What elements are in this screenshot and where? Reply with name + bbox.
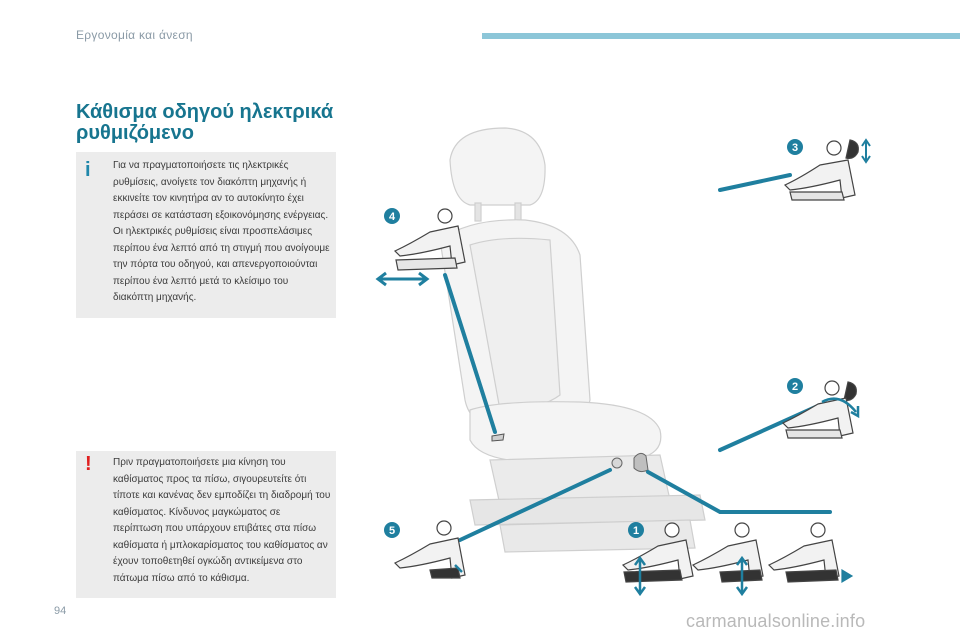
pictogram-seat-height-1b (693, 523, 763, 594)
callout-number-4: 4 (388, 211, 396, 223)
page-number: 94 (54, 605, 67, 617)
seat-illustration (360, 110, 960, 600)
callout-number-1: 1 (632, 525, 640, 537)
info-box (76, 152, 336, 318)
callout-number-5: 5 (388, 525, 396, 537)
callout-number-2: 2 (791, 381, 799, 393)
callout-number-3: 3 (791, 142, 799, 154)
page-title: Κάθισμα οδηγού ηλεκτρικά ρυθμιζόμενο (76, 101, 334, 144)
pictogram-cushion-front-1c (769, 523, 852, 582)
section-title: Εργονομία και άνεση (76, 28, 193, 42)
header-bar (482, 33, 960, 39)
info-text: Για να πραγματοποιήσετε τις ηλεκτρικές ρυθμίσεις, ανοίγετε τον διακόπτη μηχανής ή εκκινείτε τον κινητήρα αν το αυτοκίνητο έχει περάσει σε κατάσταση εξοικονόμησης ενέργειας. Οι ηλεκτρικές ρυθμίσεις είναι προσπελάσιμες περίπου ένα λεπτό από τη στιγμή που ανοίγουμε την πόρτα του οδηγού, και απενεργοποιούνται περίπου ένα λεπτό μετά το κλείσιμο του διακόπτη μηχανής. (113, 160, 330, 303)
watermark: carmanualsonline.info (686, 611, 866, 631)
warning-box (76, 451, 336, 598)
warning-icon: ! (85, 453, 92, 475)
callout-line-3 (720, 175, 790, 190)
pictogram-cushion-tilt-5 (395, 521, 465, 578)
info-icon: i (85, 159, 91, 181)
warning-text: Πριν πραγματοποιήσετε μια κίνηση του καθίσματος προς τα πίσω, σιγουρευτείτε ότι τίποτε και κανένας δεν εμποδίζει τη διαδρομή του καθίσματος. Κίνδυνος μαγκώματος σε περίπτωση που υπάρχουν επιβάτες στα πίσω καθίσματα ή μπλοκαρίσματος του καθίσματος αν έχουν τοποθετηθεί ογκώδη αντικείμενα στο πάτωμα πίσω από το κάθισμα. (113, 457, 331, 584)
